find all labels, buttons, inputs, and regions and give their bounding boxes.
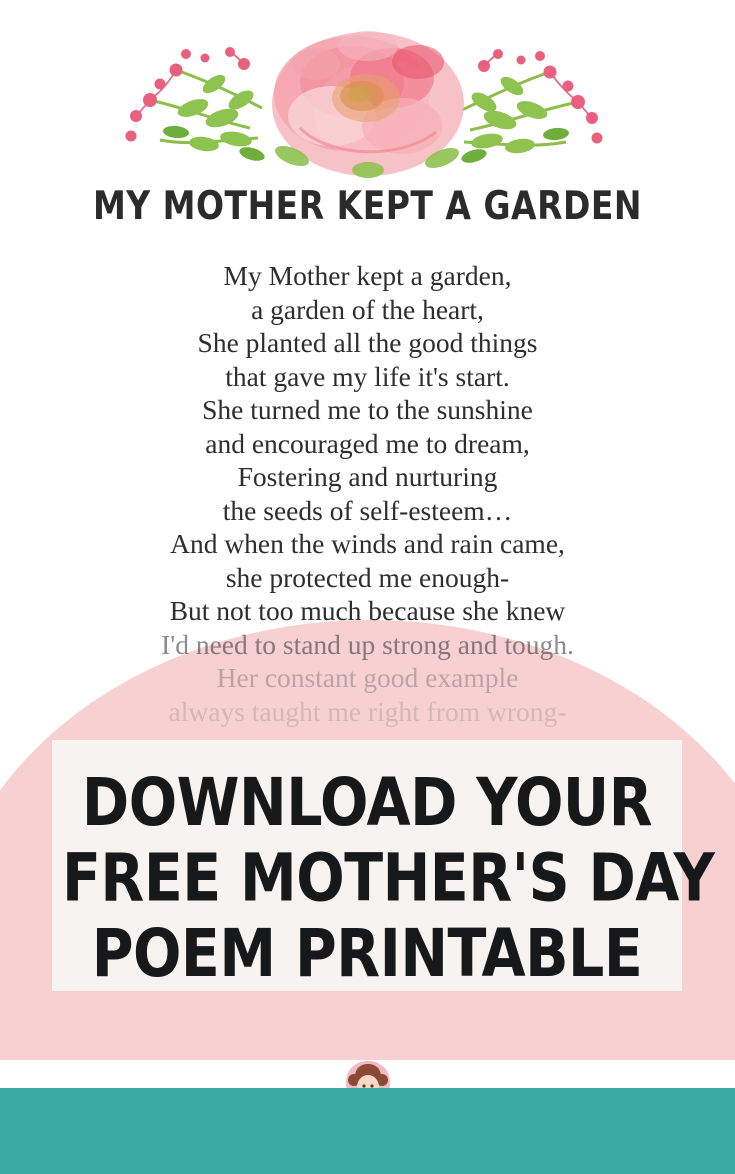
poem-line: She turned me to the sunshine — [202, 394, 533, 425]
poem-line: But not too much because she knew — [169, 595, 566, 626]
overlay-title-line: FREE MOTHER'S DAY — [62, 840, 715, 917]
floral-wreath-illustration — [0, 8, 735, 188]
poem-line: Her constant good example — [216, 662, 519, 693]
poem-line: she protected me enough- — [225, 561, 510, 593]
poem-line: and encouraged me to dream, — [205, 427, 530, 459]
overlay-title-line: DOWNLOAD YOUR — [81, 764, 653, 842]
overlay-title-band — [52, 740, 715, 993]
poem-line: that gave my life it's start. — [225, 360, 510, 392]
overlay-title — [62, 764, 715, 993]
overlay-title-line: POEM PRINTABLE — [91, 915, 643, 993]
poem-line: a garden of the heart, — [251, 293, 484, 325]
poem-line: And when the winds and rain came, — [170, 528, 565, 559]
poem-block — [0, 182, 735, 728]
poem-line: I'd need to stand up strong and tough. — [161, 628, 574, 660]
poem-line: My Mother kept a garden, — [223, 260, 512, 291]
poem-text — [0, 259, 735, 728]
poem-title: MY MOTHER KEPT A GARDEN — [92, 182, 643, 229]
poem-line: always taught me right from wrong- — [168, 695, 567, 727]
poem-line: Fostering and nurturing — [237, 461, 498, 492]
poem-line: She planted all the good things — [197, 327, 538, 358]
footer-bar — [0, 1088, 735, 1174]
poem-line: the seeds of self-esteem… — [222, 494, 513, 526]
